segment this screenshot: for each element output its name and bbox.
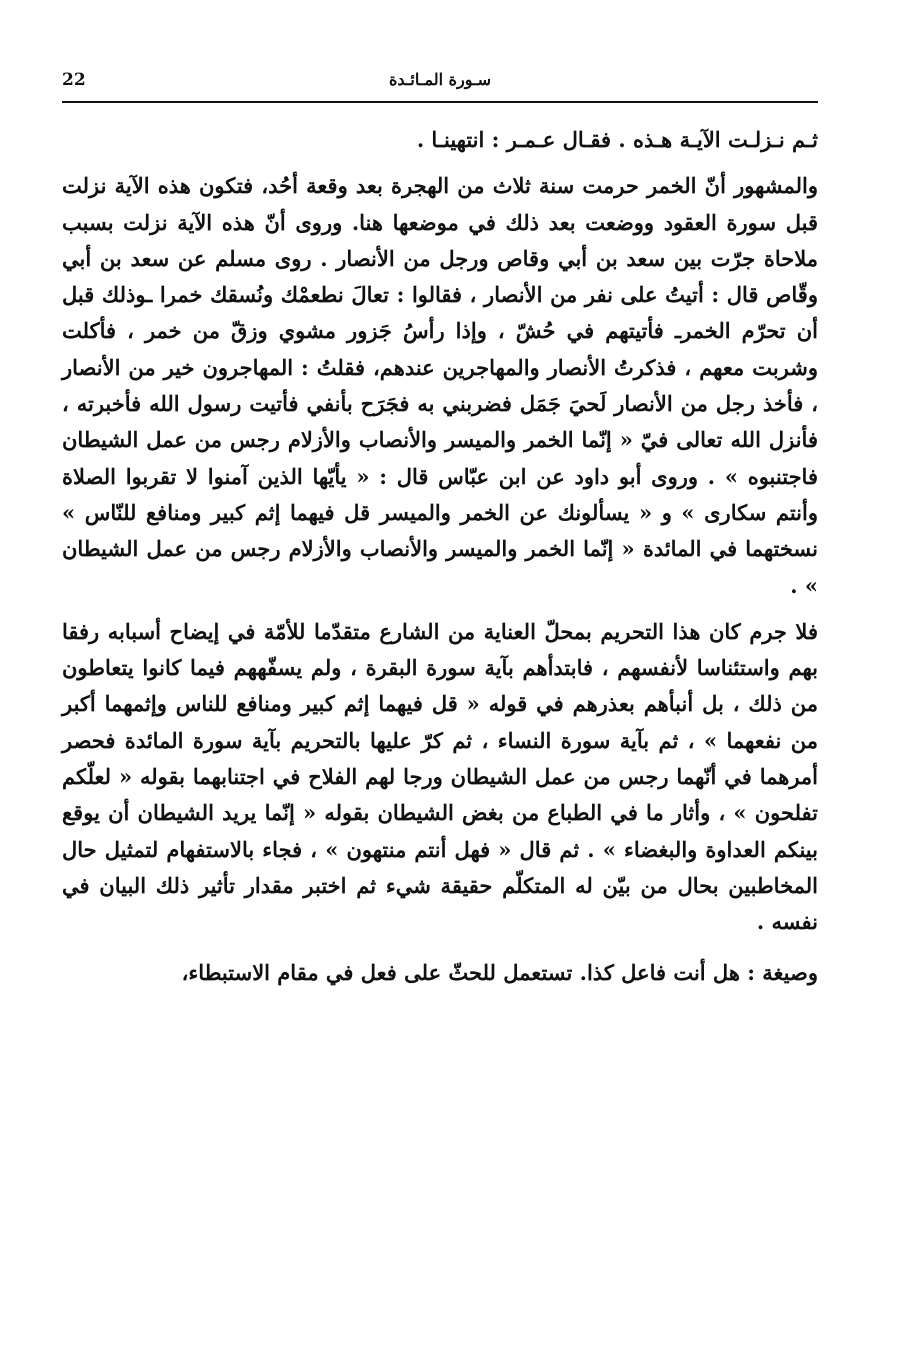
paragraph-3: فلا جرم كان هذا التحريم بمحلّ العناية من الشارع متقدّما للأمّة في إيضاح أسبابه رفقا بهم واستئناسا لأنفسهم ، فابتدأهم بآية سورة البقرة ، ولم يسفّههم فيما كانوا يتعاطون من ذلك ، بل أنبأهم بعذرهم في قوله « قل فيهما إثم كبير ومنافع للناس وإثمهما أكبر من نفعهما » ، ثم بآية سورة النساء ، ثم كرّ عليها بالتحريم بآية سورة المائدة فحصر أمرهما في أنّهما رجس من عمل الشيطان ورجا لهم الفلاح في اجتنابهما بقوله « لعلّكم تفلحون » ، وأثار ما في الطباع من بغض الشيطان بقوله « إنّما يريد الشيطان أن يوقع بينكم العداوة والبغضاء » . ثم قال « فهل أنتم منتهون » ، فجاء بالاستفهام لتمثيل حال المخاطبين بحال من بيّن له المتكلّم حقيقة شيء ثم اختبر مقدار تأثير ذلك البيان في نفسه .: [62, 618, 818, 935]
paragraph-4: وصيغة : هل أنت فاعل كذا. تستعمل للحثّ على فعل في مقام الاستبطاء،: [181, 959, 818, 985]
header-rule: [62, 101, 818, 103]
paragraph-2: والمشهور أنّ الخمر حرمت سنة ثلاث من الهجرة بعد وقعة أحُد، فتكون هذه الآية نزلت قبل سورة العقود ووضعت بعد ذلك في موضعها هنا. وروى أنّ هذه الآية نزلت بسبب ملاحاة جرّت بين سعد بن أبي وقاص ورجل من الأنصار . روى مسلم عن سعد بن أبي وقّاص قال : أتيتُ على نفر من الأنصار ، فقالوا : تعالَ نطعمْك ونُسقك خمرا ـوذلك قبل أن تحرّم الخمرـ فأتيتهم في حُشّ ، وإذا رأسُ جَزور مشوي وزقّ من خمر ، فأكلت وشربت معهم ، فذكرتُ الأنصار والمهاجرين عندهم، فقلتُ : المهاجرون خير من الأنصار ، فأخذ رجل من الأنصار لَحيَ جَمَل فضربني به فجَرَح بأنفي فأتيت رسول الله فأخبرته ، فأنزل الله تعالى فيّ « إنّما الخمر والميسر والأنصاب والأزلام رجس من عمل الشيطان فاجتنبوه » . وروى أبو داود عن ابن عبّاس قال : « يأيّها الذين آمنوا لا تقربوا الصلاة وأنتم سكارى » و « يسألونك عن الخمر والميسر قل فيهما إثم كبير ومنافع للنّاس » نسختهما في المائدة « إنّما الخمر والميسر والأنصاب والأزلام رجس من عمل الشيطان » .: [62, 173, 818, 598]
page-number: 22: [62, 70, 86, 90]
paragraph-1: ثـم نـزلـت الآيـة هـذه . فقـال عـمـر : انتهينـا .: [416, 127, 818, 152]
body-text: [62, 122, 818, 991]
page-header: [62, 68, 818, 98]
running-title: سـورة المـائـدة: [388, 70, 492, 89]
